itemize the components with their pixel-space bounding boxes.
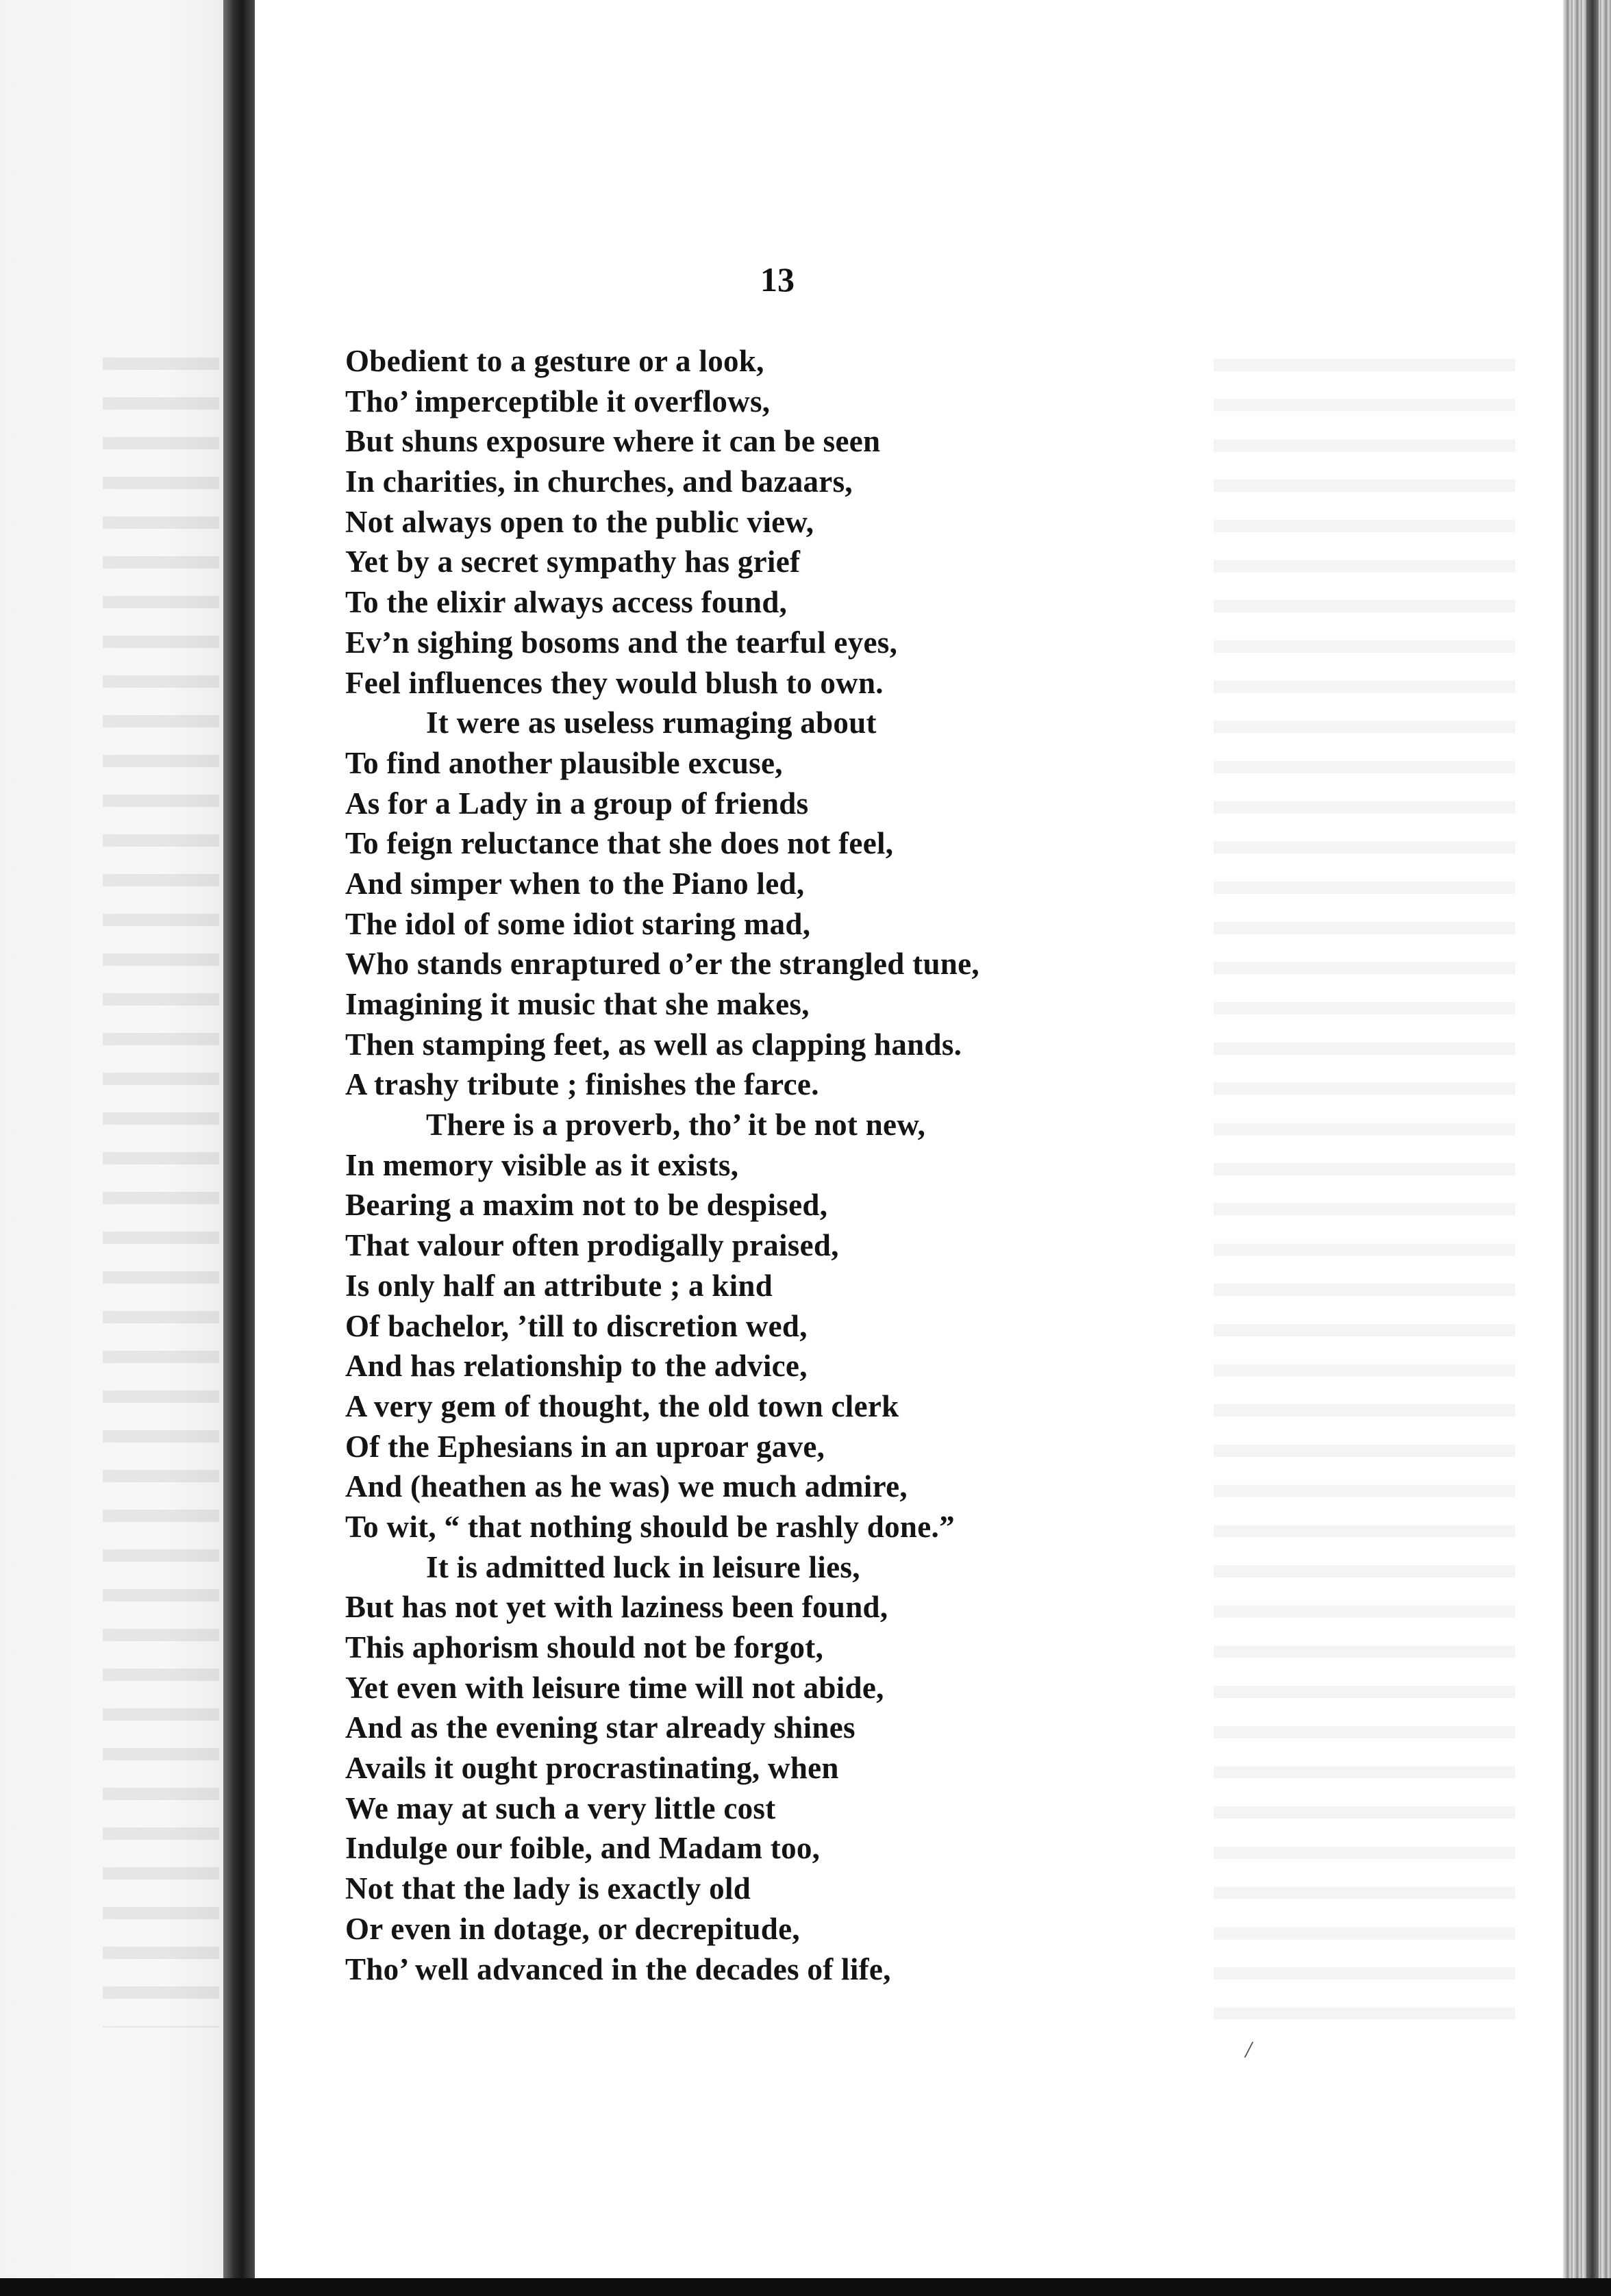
poem-line: And as the evening star already shines	[345, 1710, 856, 1745]
poem-line: And (heathen as he was) we much admire,	[345, 1469, 908, 1504]
poem-line: Is only half an attribute ; a kind	[345, 1268, 773, 1303]
page-edges	[1563, 0, 1611, 2296]
poem-line: To wit, “ that nothing should be rashly done.”	[345, 1509, 955, 1544]
poem-line: Indulge our foible, and Madam too,	[345, 1831, 821, 1866]
poem-line: Ev’n sighing bosoms and the tearful eyes,	[345, 625, 898, 660]
poem-line: A trashy tribute ; finishes the farce.	[345, 1067, 819, 1102]
poem-line: Of the Ephesians in an uproar gave,	[345, 1429, 825, 1464]
poem-line: To find another plausible excuse,	[345, 745, 783, 780]
poem-line: That valour often prodigally praised,	[345, 1228, 839, 1263]
poem-line: As for a Lady in a group of friends	[345, 786, 809, 821]
poem-line: To the elixir always access found,	[345, 585, 788, 620]
poem-line: And simper when to the Piano led,	[345, 866, 805, 901]
verso-show-through	[1214, 341, 1515, 2026]
poem-line: Yet even with leisure time will not abide,	[345, 1670, 884, 1705]
poem-line: The idol of some idiot staring mad,	[345, 906, 811, 941]
facing-page	[0, 0, 223, 2296]
poem-line: Or even in dotage, or decrepitude,	[345, 1911, 800, 1946]
poem-line: Who stands enraptured o’er the strangled tune,	[345, 947, 979, 982]
poem-line: Feel influences they would blush to own.	[345, 665, 884, 700]
poem-line: And has relationship to the advice,	[345, 1349, 808, 1384]
poem-line: A very gem of thought, the old town clerk	[345, 1388, 899, 1423]
poem-line: It is admitted luck in leisure lies,	[426, 1549, 860, 1584]
poem-line: But shuns exposure where it can be seen	[345, 424, 881, 459]
poem-line: This aphorism should not be forgot,	[345, 1630, 824, 1664]
poem-line: Tho’ imperceptible it overflows,	[345, 384, 771, 419]
poem-line: It were as useless rumaging about	[426, 706, 877, 740]
poem-line: But has not yet with laziness been found,	[345, 1590, 888, 1625]
poem-line: In memory visible as it exists,	[345, 1147, 739, 1182]
poem-line: Then stamping feet, as well as clapping hands.	[345, 1027, 962, 1062]
poem-line: Not that the lady is exactly old	[345, 1871, 751, 1906]
poem-line: Avails it ought procrastinating, when	[345, 1751, 839, 1786]
poem-line: Tho’ well advanced in the decades of life,	[345, 1951, 891, 1986]
poem-line: To feign reluctance that she does not feel,	[345, 826, 894, 861]
poem-line: In charities, in churches, and bazaars,	[345, 464, 853, 499]
poem-line: Bearing a maxim not to be despised,	[345, 1188, 828, 1223]
book-gutter	[223, 0, 255, 2296]
poem-line: Imagining it music that she makes,	[345, 987, 810, 1021]
poem-line: There is a proverb, tho’ it be not new,	[426, 1108, 926, 1143]
facing-page-bleed-text	[103, 342, 219, 2027]
scan-bottom-border	[0, 2278, 1611, 2296]
poem-line: Obedient to a gesture or a look,	[345, 344, 764, 378]
poem-line: We may at such a very little cost	[345, 1790, 776, 1825]
stray-mark: /	[1245, 2037, 1252, 2062]
poem-line: Of bachelor, ’till to discretion wed,	[345, 1308, 808, 1343]
poem-line: Yet by a secret sympathy has grief	[345, 545, 801, 579]
poem-line: Not always open to the public view,	[345, 504, 814, 539]
page-number: 13	[760, 260, 795, 299]
poem-text	[345, 341, 1167, 1989]
